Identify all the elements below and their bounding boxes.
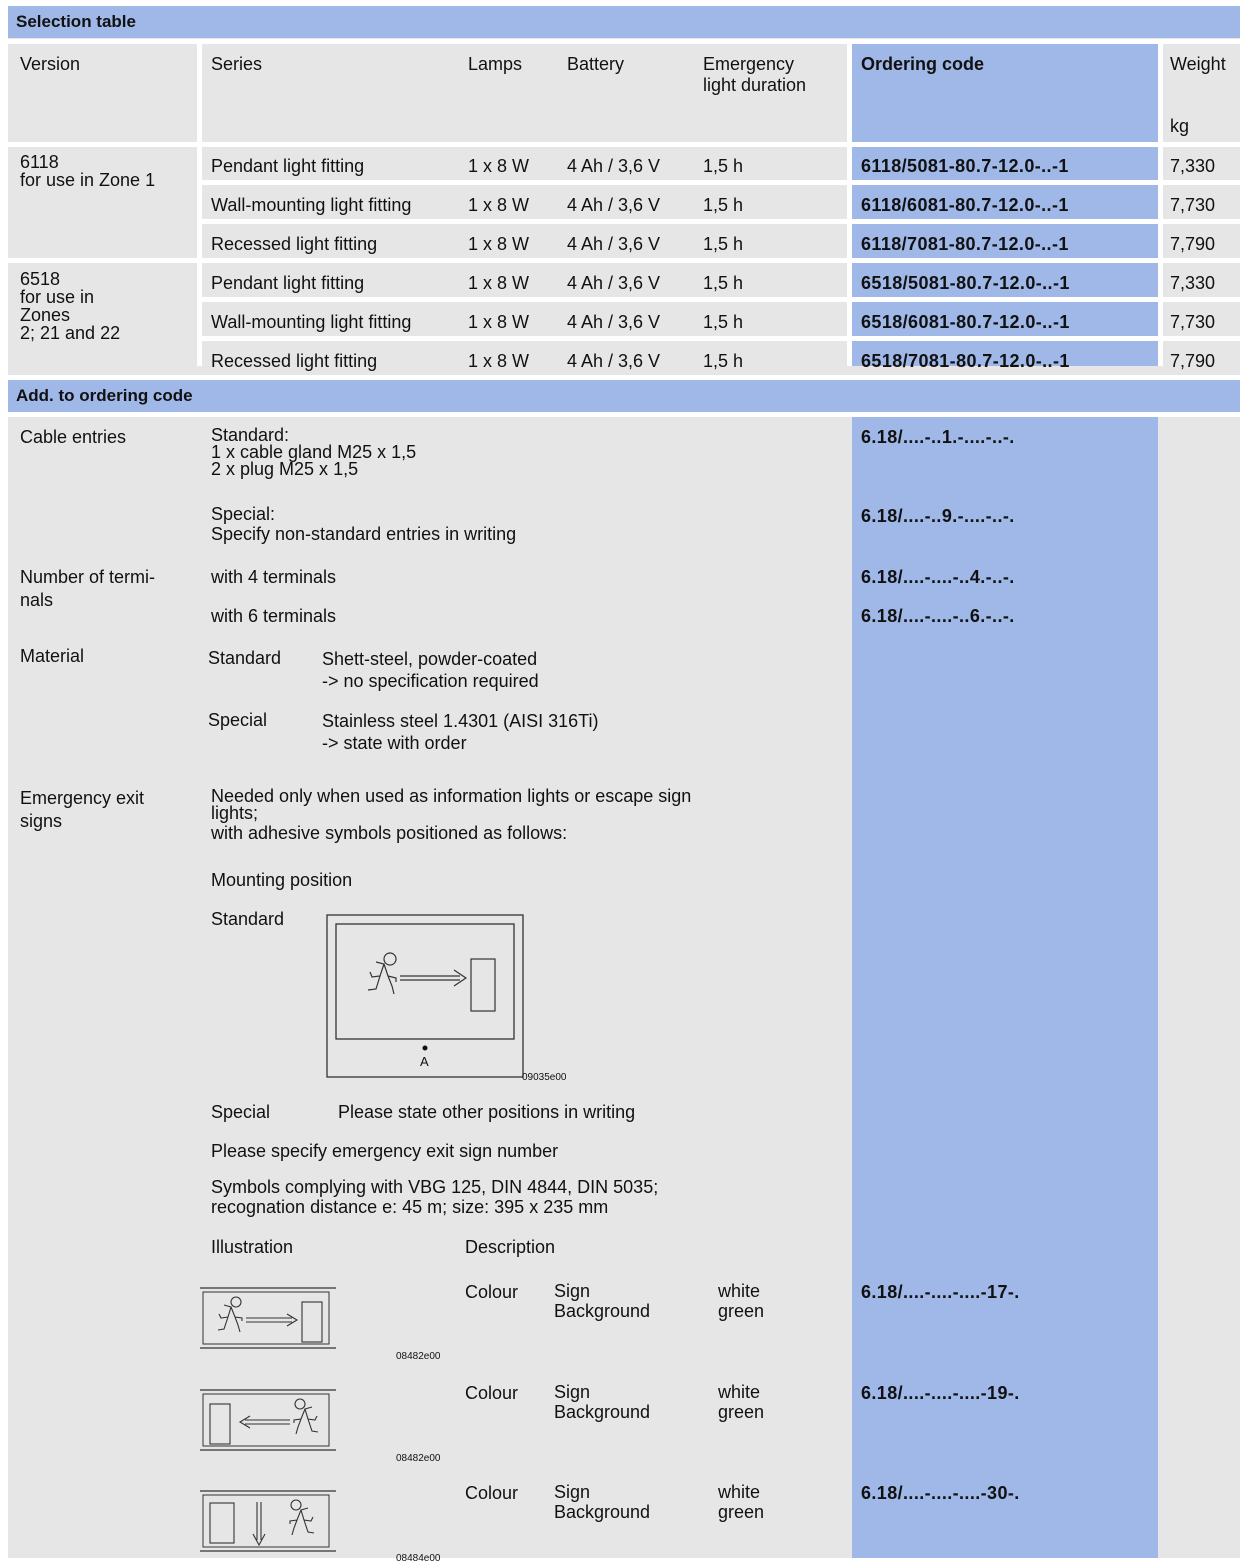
document-sheet: [8, 6, 1240, 1564]
cell-lamps: 1 x 8 W: [468, 312, 530, 332]
illustration-header: Illustration: [211, 1237, 294, 1257]
column-divider: [847, 44, 852, 366]
material-standard: Standard: [208, 648, 282, 668]
header-weight: Weight: [1170, 54, 1226, 74]
runner-icon: [218, 1297, 242, 1332]
cable-special-code: 6.18/....-..9.-....-..-.: [861, 506, 1015, 526]
row-divider: [202, 219, 1240, 224]
version-6118: 6118: [20, 152, 59, 172]
cell-weight: 7,730: [1170, 312, 1216, 332]
background-colour-value: green: [718, 1301, 765, 1321]
cell-battery: 4 Ah / 3,6 V: [567, 195, 661, 215]
material-label: Material: [20, 646, 85, 666]
arrow-right-icon: [400, 970, 466, 986]
runner-icon: [294, 1399, 318, 1434]
sign-colour-value: white: [718, 1482, 761, 1502]
figure-point-label: A: [420, 1054, 429, 1069]
background-colour-value: green: [718, 1502, 765, 1522]
sign-colour-value: white: [718, 1281, 761, 1301]
version-6518: 6518: [20, 269, 61, 289]
exit-standard: Standard: [211, 909, 285, 929]
cell-weight: 7,790: [1170, 234, 1216, 254]
terminals-option-6: with 6 terminals: [211, 606, 337, 626]
cell-battery: 4 Ah / 3,6 V: [567, 312, 661, 332]
cell-code: 6518/7081-80.7-12.0-..-1: [861, 351, 1070, 371]
row-divider: [202, 180, 1240, 185]
header-battery: Battery: [567, 54, 625, 74]
arrow-left-icon: [240, 1416, 290, 1428]
figure-code: 09035e00: [522, 1072, 567, 1083]
specify-sign-number: Please specify emergency exit sign number: [211, 1141, 559, 1161]
cell-battery: 4 Ah / 3,6 V: [567, 234, 661, 254]
terminals-option-4: with 4 terminals: [211, 567, 337, 587]
header-duration: Emergency: [703, 54, 795, 74]
version-6518-zone-list: 2; 21 and 22: [20, 323, 121, 343]
arrow-down-icon: [253, 1502, 265, 1545]
description-header: Description: [465, 1237, 556, 1257]
symbols-line2: recognation distance e: 45 m; size: 395 x 235 mm: [211, 1197, 609, 1217]
cable-standard-code: 6.18/....-..1.-....-..-.: [861, 427, 1015, 447]
cable-standard-line2: 2 x plug M25 x 1,5: [211, 459, 359, 479]
cell-series: Wall-mounting light fitting: [211, 312, 412, 332]
exit-special: Special: [211, 1102, 271, 1122]
sign-label: Sign: [554, 1382, 591, 1402]
cell-duration: 1,5 h: [703, 312, 744, 332]
version-6518-zones: Zones: [20, 305, 71, 325]
row-divider: [8, 412, 1240, 417]
exit-intro-line1: Needed only when used as information lights or escape sign: [211, 786, 692, 806]
symbols-line1: Symbols complying with VBG 125, DIN 4844, DIN 5035;: [211, 1177, 659, 1197]
header-lamps: Lamps: [468, 54, 523, 74]
sign-colour-label: Colour: [465, 1383, 519, 1403]
cell-weight: 7,730: [1170, 195, 1216, 215]
sign-fig-code-17: 08482e00: [396, 1351, 441, 1362]
cable-standard-title: Standard:: [211, 425, 290, 445]
runner-icon: [290, 1500, 314, 1535]
background-label: Background: [554, 1502, 651, 1522]
selection-table-title: Selection table: [8, 6, 1240, 38]
cell-code: 6518/6081-80.7-12.0-..-1: [861, 312, 1070, 332]
row-divider: [202, 336, 1240, 341]
cell-weight: 7,790: [1170, 351, 1216, 371]
background-colour-value: green: [718, 1402, 765, 1422]
sign-code-30: 6.18/....-....-....-30-.: [861, 1483, 1020, 1503]
mounting-position: Mounting position: [211, 870, 353, 890]
additions-title: Add. to ordering code: [8, 380, 1240, 412]
sign-colour-value: white: [718, 1382, 761, 1402]
exit-intro-line3: with adhesive symbols positioned as follows:: [211, 823, 568, 843]
sign-fig-code-30: 08484e00: [396, 1553, 441, 1564]
cable-entries-label: Cable entries: [20, 427, 127, 447]
cell-battery: 4 Ah / 3,6 V: [567, 273, 661, 293]
door-icon: [302, 1302, 322, 1342]
sign-colour-label: Colour: [465, 1483, 519, 1503]
cable-standard-line1: 1 x cable gland M25 x 1,5: [211, 442, 417, 462]
terminals-code-4: 6.18/....-....-..4.-..-.: [861, 567, 1015, 587]
exit-signs-label-line2: signs: [20, 811, 63, 831]
cell-duration: 1,5 h: [703, 351, 744, 371]
cell-series: Wall-mounting light fitting: [211, 195, 412, 215]
terminals-label: Number of termi-: [20, 567, 156, 587]
sign-colour-label: Colour: [465, 1282, 519, 1302]
header-ordering-code: Ordering code: [861, 54, 985, 74]
cell-series: Recessed light fitting: [211, 351, 378, 371]
cell-battery: 4 Ah / 3,6 V: [567, 156, 661, 176]
exit-special-text: Please state other positions in writing: [338, 1102, 636, 1122]
sign-label: Sign: [554, 1482, 591, 1502]
cell-series: Recessed light fitting: [211, 234, 378, 254]
terminals-code-6: 6.18/....-....-..6.-..-.: [861, 606, 1015, 626]
sign-code-17: 6.18/....-....-....-17-.: [861, 1282, 1020, 1302]
header-version: Version: [20, 54, 81, 74]
version-6118-zone: for use in Zone 1: [20, 170, 156, 190]
cable-special-title: Special:: [211, 504, 276, 524]
cell-duration: 1,5 h: [703, 273, 744, 293]
door-icon: [471, 959, 495, 1011]
cable-special-line1: Specify non-standard entries in writing: [211, 524, 517, 544]
header-series: Series: [211, 54, 263, 74]
cell-lamps: 1 x 8 W: [468, 156, 530, 176]
cell-code: 6118/5081-80.7-12.0-..-1: [861, 156, 1069, 176]
exit-signs-label: Emergency exit: [20, 788, 145, 808]
material-special-line2: -> state with order: [322, 733, 467, 753]
terminals-label-line2: nals: [20, 590, 54, 610]
row-divider: [8, 39, 1240, 44]
cell-code: 6518/5081-80.7-12.0-..-1: [861, 273, 1070, 293]
cell-lamps: 1 x 8 W: [468, 273, 530, 293]
material-standard-line1: Shett-steel, powder-coated: [322, 649, 538, 669]
cell-code: 6118/6081-80.7-12.0-..-1: [861, 195, 1069, 215]
material-special: Special: [208, 710, 268, 730]
material-special-line1: Stainless steel 1.4301 (AISI 316Ti): [322, 711, 599, 731]
cell-code: 6118/7081-80.7-12.0-..-1: [861, 234, 1069, 254]
column-divider: [1158, 44, 1163, 366]
door-icon: [210, 1503, 234, 1543]
column-divider: [197, 44, 202, 366]
cell-weight: 7,330: [1170, 273, 1216, 293]
sign-illustration-19: [200, 1389, 340, 1451]
header-duration-line2: light duration: [703, 75, 807, 95]
cell-lamps: 1 x 8 W: [468, 195, 530, 215]
cell-battery: 4 Ah / 3,6 V: [567, 351, 661, 371]
exit-intro-line2: lights;: [211, 803, 259, 823]
sign-code-19: 6.18/....-....-....-19-.: [861, 1383, 1020, 1403]
cell-duration: 1,5 h: [703, 156, 744, 176]
cell-lamps: 1 x 8 W: [468, 351, 530, 371]
cell-series: Pendant light fitting: [211, 273, 365, 293]
cell-duration: 1,5 h: [703, 234, 744, 254]
cell-series: Pendant light fitting: [211, 156, 365, 176]
sign-label: Sign: [554, 1281, 591, 1301]
runner-icon: [368, 953, 396, 994]
sign-illustration-30: [200, 1490, 340, 1552]
cell-duration: 1,5 h: [703, 195, 744, 215]
header-weight-unit: kg: [1170, 116, 1190, 136]
background-label: Background: [554, 1301, 651, 1321]
sign-illustration-17: [200, 1287, 340, 1349]
cell-lamps: 1 x 8 W: [468, 234, 530, 254]
row-divider: [202, 297, 1240, 302]
row-divider: [8, 142, 1240, 147]
row-divider: [8, 258, 1240, 263]
sign-fig-code-19: 08482e00: [396, 1453, 441, 1464]
version-6518-use: for use in: [20, 287, 95, 307]
cell-weight: 7,330: [1170, 156, 1216, 176]
arrow-right-icon: [246, 1314, 297, 1326]
background-label: Background: [554, 1402, 651, 1422]
material-standard-line2: -> no specification required: [322, 671, 539, 691]
door-icon: [210, 1404, 230, 1444]
